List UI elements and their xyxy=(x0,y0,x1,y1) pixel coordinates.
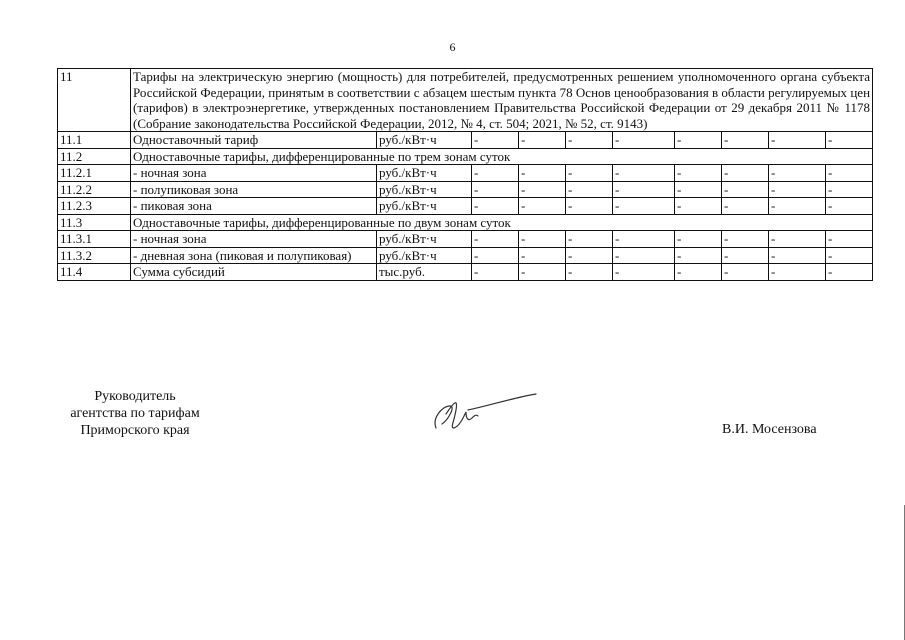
value-cell: - xyxy=(519,181,566,198)
value-cell: - xyxy=(675,247,722,264)
value-cell: - xyxy=(566,132,613,149)
table-row xyxy=(58,181,873,198)
value-cell: - xyxy=(613,181,675,198)
table-row xyxy=(58,264,873,281)
value-cell: - xyxy=(675,132,722,149)
value-cell: - xyxy=(566,165,613,182)
row-number-cell: 11.3.1 xyxy=(58,231,131,248)
value-cell: - xyxy=(613,247,675,264)
value-cell: - xyxy=(722,231,769,248)
value-cell: - xyxy=(675,231,722,248)
value-cell: - xyxy=(675,264,722,281)
table-row xyxy=(58,69,873,132)
unit-cell: руб./кВт·ч xyxy=(377,181,472,198)
value-cell: - xyxy=(472,132,519,149)
value-cell: - xyxy=(769,231,826,248)
value-cell: - xyxy=(472,165,519,182)
row-number-cell: 11.1 xyxy=(58,132,131,149)
value-cell: - xyxy=(722,264,769,281)
value-cell: - xyxy=(519,165,566,182)
value-cell: - xyxy=(566,231,613,248)
row-number-cell: 11.2.2 xyxy=(58,181,131,198)
table-row xyxy=(58,214,873,231)
row-number-cell: 11.3.2 xyxy=(58,247,131,264)
value-cell: - xyxy=(613,231,675,248)
row-name-cell: - полупиковая зона xyxy=(131,181,377,198)
page-number: 6 xyxy=(449,40,456,54)
value-cell: - xyxy=(519,231,566,248)
row-name-cell: Одноставочные тарифы, дифференцированные по трем зонам суток xyxy=(131,148,873,165)
value-cell: - xyxy=(613,264,675,281)
value-cell: - xyxy=(826,165,873,182)
value-cell: - xyxy=(566,181,613,198)
row-name-cell: - дневная зона (пиковая и полупиковая) xyxy=(131,247,377,264)
value-cell: - xyxy=(519,198,566,215)
value-cell: - xyxy=(826,181,873,198)
value-cell: - xyxy=(769,165,826,182)
row-name-cell: - пиковая зона xyxy=(131,198,377,215)
value-cell: - xyxy=(769,198,826,215)
unit-cell: руб./кВт·ч xyxy=(377,165,472,182)
row-name-cell: Тарифы на электрическую энергию (мощность) для потребителей, предусмотренных решением уполномоченного органа субъекта Российской Федерации, принятым в соответствии с абзацем шестым пункта 78 Основ ценообразования в области регулируемых цен (тарифов) в электроэнергетике, утвержденных постановлением Правительства Российской Федерации от 29 декабря 2011 № 1178 (Собрание законодательства Российской Федерации, 2012, № 4, ст. 504; 2021, № 52, ст. 9143) xyxy=(131,69,873,132)
value-cell: - xyxy=(826,231,873,248)
table-row xyxy=(58,198,873,215)
handwritten-signature xyxy=(428,388,540,438)
unit-cell: руб./кВт·ч xyxy=(377,231,472,248)
value-cell: - xyxy=(472,231,519,248)
value-cell: - xyxy=(826,198,873,215)
value-cell: - xyxy=(826,132,873,149)
signer-title xyxy=(40,388,230,439)
unit-cell: руб./кВт·ч xyxy=(377,132,472,149)
value-cell: - xyxy=(613,165,675,182)
value-cell: - xyxy=(722,165,769,182)
row-number-cell: 11.4 xyxy=(58,264,131,281)
row-name-cell: Одноставочные тарифы, дифференцированные по двум зонам суток xyxy=(131,214,873,231)
value-cell: - xyxy=(519,247,566,264)
value-cell: - xyxy=(722,181,769,198)
value-cell: - xyxy=(675,181,722,198)
value-cell: - xyxy=(566,264,613,281)
row-number-cell: 11.2.1 xyxy=(58,165,131,182)
row-name-cell: - ночная зона xyxy=(131,231,377,248)
value-cell: - xyxy=(675,165,722,182)
table-row xyxy=(58,132,873,149)
signer-title-line: Руководитель xyxy=(94,389,176,404)
value-cell: - xyxy=(769,264,826,281)
value-cell: - xyxy=(472,181,519,198)
signer-title-line: Приморского края xyxy=(80,423,190,438)
value-cell: - xyxy=(722,132,769,149)
value-cell: - xyxy=(472,264,519,281)
value-cell: - xyxy=(722,247,769,264)
row-name-cell: Одноставочный тариф xyxy=(131,132,377,149)
value-cell: - xyxy=(675,198,722,215)
table-row xyxy=(58,231,873,248)
value-cell: - xyxy=(769,181,826,198)
value-cell: - xyxy=(769,247,826,264)
value-cell: - xyxy=(519,132,566,149)
row-number-cell: 11.2.3 xyxy=(58,198,131,215)
table-row xyxy=(58,165,873,182)
row-number-cell: 11.2 xyxy=(58,148,131,165)
row-name-cell: - ночная зона xyxy=(131,165,377,182)
row-number-cell: 11 xyxy=(58,69,131,132)
value-cell: - xyxy=(519,264,566,281)
value-cell: - xyxy=(722,198,769,215)
unit-cell: руб./кВт·ч xyxy=(377,198,472,215)
value-cell: - xyxy=(613,132,675,149)
table-row xyxy=(58,247,873,264)
value-cell: - xyxy=(472,198,519,215)
row-number-cell: 11.3 xyxy=(58,214,131,231)
table-row xyxy=(58,148,873,165)
tariff-table xyxy=(57,68,873,281)
value-cell: - xyxy=(472,247,519,264)
value-cell: - xyxy=(566,198,613,215)
value-cell: - xyxy=(826,247,873,264)
unit-cell: тыс.руб. xyxy=(377,264,472,281)
tariff-table-body xyxy=(58,69,873,281)
value-cell: - xyxy=(566,247,613,264)
unit-cell: руб./кВт·ч xyxy=(377,247,472,264)
value-cell: - xyxy=(769,132,826,149)
value-cell: - xyxy=(826,264,873,281)
value-cell: - xyxy=(613,198,675,215)
signer-name: В.И. Мосензова xyxy=(722,422,817,437)
row-name-cell: Сумма субсидий xyxy=(131,264,377,281)
signer-title-line: агентства по тарифам xyxy=(70,406,200,421)
